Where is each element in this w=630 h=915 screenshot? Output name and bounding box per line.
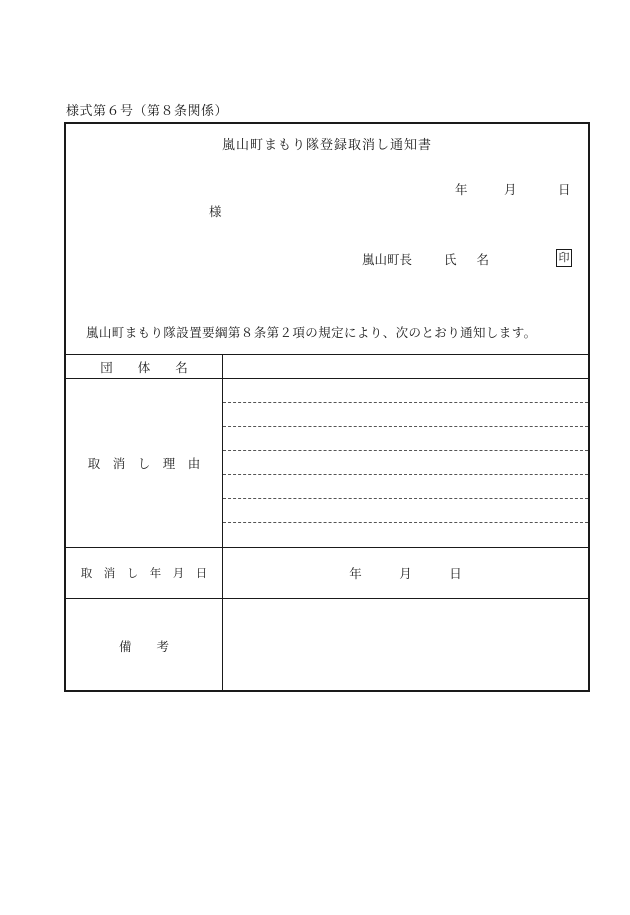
cancel-reason-label: 取 消 し 理 由 xyxy=(87,456,201,471)
cancel-date-label: 取 消 し 年 月 日 xyxy=(80,566,208,580)
date-day-label: 日 xyxy=(558,182,571,197)
issuer-name-label: 氏名 xyxy=(444,252,510,267)
notice-body-text: 嵐山町まもり隊設置要綱第８条第２項の規定により、次のとおり通知します。 xyxy=(86,325,537,340)
remarks-field[interactable] xyxy=(223,599,588,692)
cancel-reason-field[interactable] xyxy=(223,379,588,547)
seal-mark: 印 xyxy=(556,249,572,267)
notice-form xyxy=(64,122,590,692)
group-name-label: 団 体 名 xyxy=(100,359,188,375)
issuer-title: 嵐山町長 xyxy=(362,252,413,267)
date-year-label: 年 xyxy=(455,182,468,197)
group-name-field[interactable] xyxy=(223,355,588,378)
remarks-label: 備 考 xyxy=(118,638,169,654)
addressee-suffix: 様 xyxy=(209,204,222,219)
cancel-date-field[interactable]: 年 月 日 xyxy=(349,566,462,581)
document-title: 嵐山町まもり隊登録取消し通知書 xyxy=(221,138,432,153)
date-month-label: 月 xyxy=(504,182,517,197)
form-reference: 様式第６号（第８条関係） xyxy=(66,104,229,119)
